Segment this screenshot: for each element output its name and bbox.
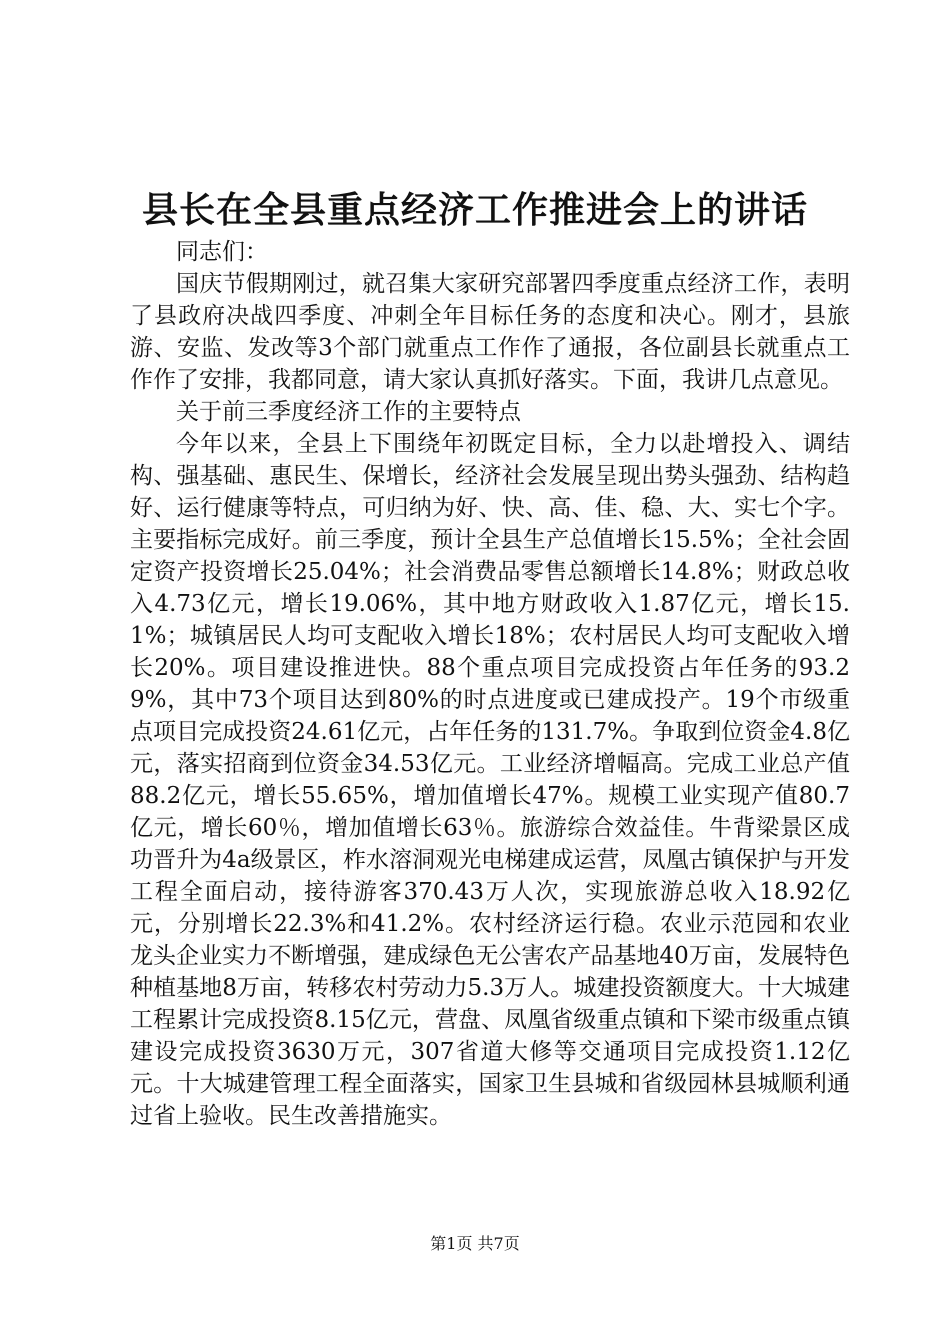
page-number-footer: 第1页 共7页 (430, 1234, 520, 1253)
document-body (130, 236, 850, 1132)
salutation-paragraph: 同志们： (176, 239, 268, 265)
document-title: 县长在全县重点经济工作推进会上的讲话 (141, 189, 808, 231)
intro-paragraph: 国庆节假期刚过，就召集大家研究部署四季度重点经济工作，表明了县政府决战四季度、冲刺全年目标任务的态度和决心。刚才，县旅游、安监、发改等3个部门就重点工作作了通报，各位副县长就重点工作作了安排，我都同意，请大家认真抓好落实。下面，我讲几点意见。 (130, 271, 850, 393)
section-heading: 关于前三季度经济工作的主要特点 (176, 399, 521, 425)
main-paragraph: 今年以来，全县上下围绕年初既定目标，全力以赴增投入、调结构、强基础、惠民生、保增长，经济社会发展呈现出势头强劲、结构趋好、运行健康等特点，可归纳为好、快、高、佳、稳、大、实七个字。主要指标完成好。前三季度，预计全县生产总值增长15.5%；全社会固定资产投资增长25.04%；社会消费品零售总额增长14.8%；财政总收入4.73亿元，增长19.06%，其中地方财政收入1.87亿元，增长15.1%；城镇居民人均可支配收入增长18%；农村居民人均可支配收入增长20%。项目建设推进快。88个重点项目完成投资占年任务的93.29%，其中73个项目达到80%的时点进度或已建成投产。19个市级重点项目完成投资24.61亿元，占年任务的131.7%。争取到位资金4.8亿元，落实招商到位资金34.53亿元。工业经济增幅高。完成工业总产值88.2亿元，增长55.65%，增加值增长47%。规模工业实现产值80.7亿元，增长60％，增加值增长63％。旅游综合效益佳。牛背梁景区成功晋升为4a级景区，柞水溶洞观光电梯建成运营，凤凰古镇保护与开发工程全面启动，接待游客370.43万人次，实现旅游总收入18.92亿元，分别增长22.3%和41.2%。农村经济运行稳。农业示范园和农业龙头企业实力不断增强，建成绿色无公害农产品基地40万亩，发展特色种植基地8万亩，转移农村劳动力5.3万人。城建投资额度大。十大城建工程累计完成投资8.15亿元，营盘、凤凰省级重点镇和下梁市级重点镇建设完成投资3630万元，307省道大修等交通项目完成投资1.12亿元。十大城建管理工程全面落实，国家卫生县城和省级园林县城顺利通过省上验收。民生改善措施实。 (130, 431, 850, 1129)
